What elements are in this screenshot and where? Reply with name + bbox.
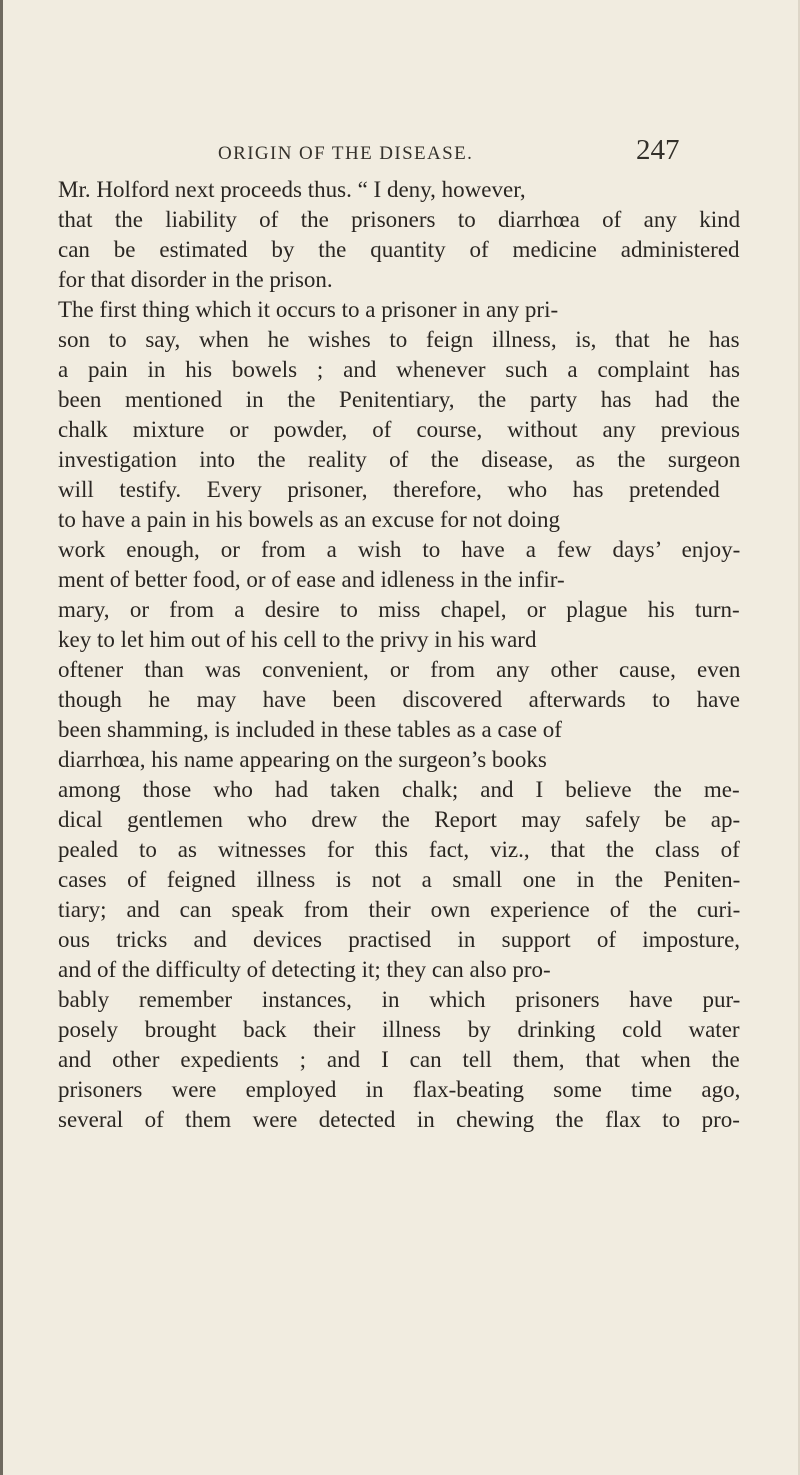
text-line: will testify. Every prisoner, therefore, who has pretended <box>58 477 720 502</box>
text-line: investigation into the reality of the disease, as the surgeon <box>58 447 741 472</box>
text-line: pealed to as witnesses for this fact, viz., that the class of <box>58 837 740 862</box>
text-line: chalk mixture or powder, of course, without any previous <box>58 417 740 442</box>
body-text <box>58 175 798 1135</box>
text-line: a pain in his bowels ; and whenever such a complaint has <box>58 357 740 382</box>
text-line: son to say, when he wishes to feign illness, is, that he has <box>58 327 740 352</box>
text-line: tiary; and can speak from their own experience of the curi- <box>58 897 741 922</box>
text-line: ous tricks and devices practised in support of imposture, <box>58 927 741 952</box>
text-line: been mentioned in the Penitentiary, the party has had the <box>58 387 740 412</box>
text-line: posely brought back their illness by drinking cold water <box>58 1017 740 1042</box>
text-line: work enough, or from a wish to have a few days’ enjoy- <box>58 537 741 562</box>
text-line: among those who had taken chalk; and I believe the me- <box>58 777 740 802</box>
page-binding-edge <box>0 0 3 1475</box>
text-line: that the liability of the prisoners to diarrhœa of any kind <box>58 207 741 232</box>
text-line: and of the difficulty of detecting it; they can also pro- <box>58 957 551 982</box>
text-line: bably remember instances, in which prisoners have pur- <box>58 987 741 1012</box>
text-line: dical gentlemen who drew the Report may safely be ap- <box>58 807 741 832</box>
text-line: can be estimated by the quantity of medicine administered <box>58 237 740 262</box>
text-line: diarrhœa, his name appearing on the surgeon’s books <box>58 747 547 772</box>
running-head-title: ORIGIN OF THE DISEASE. <box>218 143 474 164</box>
text-line: ment of better food, or of ease and idleness in the infir- <box>58 567 565 592</box>
text-line: and other expedients ; and I can tell them, that when the <box>58 1047 740 1072</box>
text-line: oftener than was convenient, or from any other cause, even <box>58 657 741 682</box>
text-line: for that disorder in the prison. <box>58 267 333 292</box>
text-line: mary, or from a desire to miss chapel, or plague his turn- <box>58 597 740 622</box>
text-line: The first thing which it occurs to a prisoner in any pri- <box>58 297 559 322</box>
text-line: several of them were detected in chewing the flax to pro- <box>58 1107 740 1132</box>
text-line: Mr. Holford next proceeds thus. “ I deny, however, <box>58 177 526 202</box>
page-number: 247 <box>636 134 680 166</box>
text-line: prisoners were employed in flax-beating some time ago, <box>58 1077 741 1102</box>
text-line: cases of feigned illness is not a small one in the Peniten- <box>58 867 741 892</box>
text-line: though he may have been discovered afterwards to have <box>58 687 741 712</box>
text-line: key to let him out of his cell to the privy in his ward <box>58 627 537 652</box>
text-line: to have a pain in his bowels as an excuse for not doing <box>58 507 561 532</box>
running-head <box>218 134 718 168</box>
text-line: been shamming, is included in these tables as a case of <box>58 717 562 742</box>
